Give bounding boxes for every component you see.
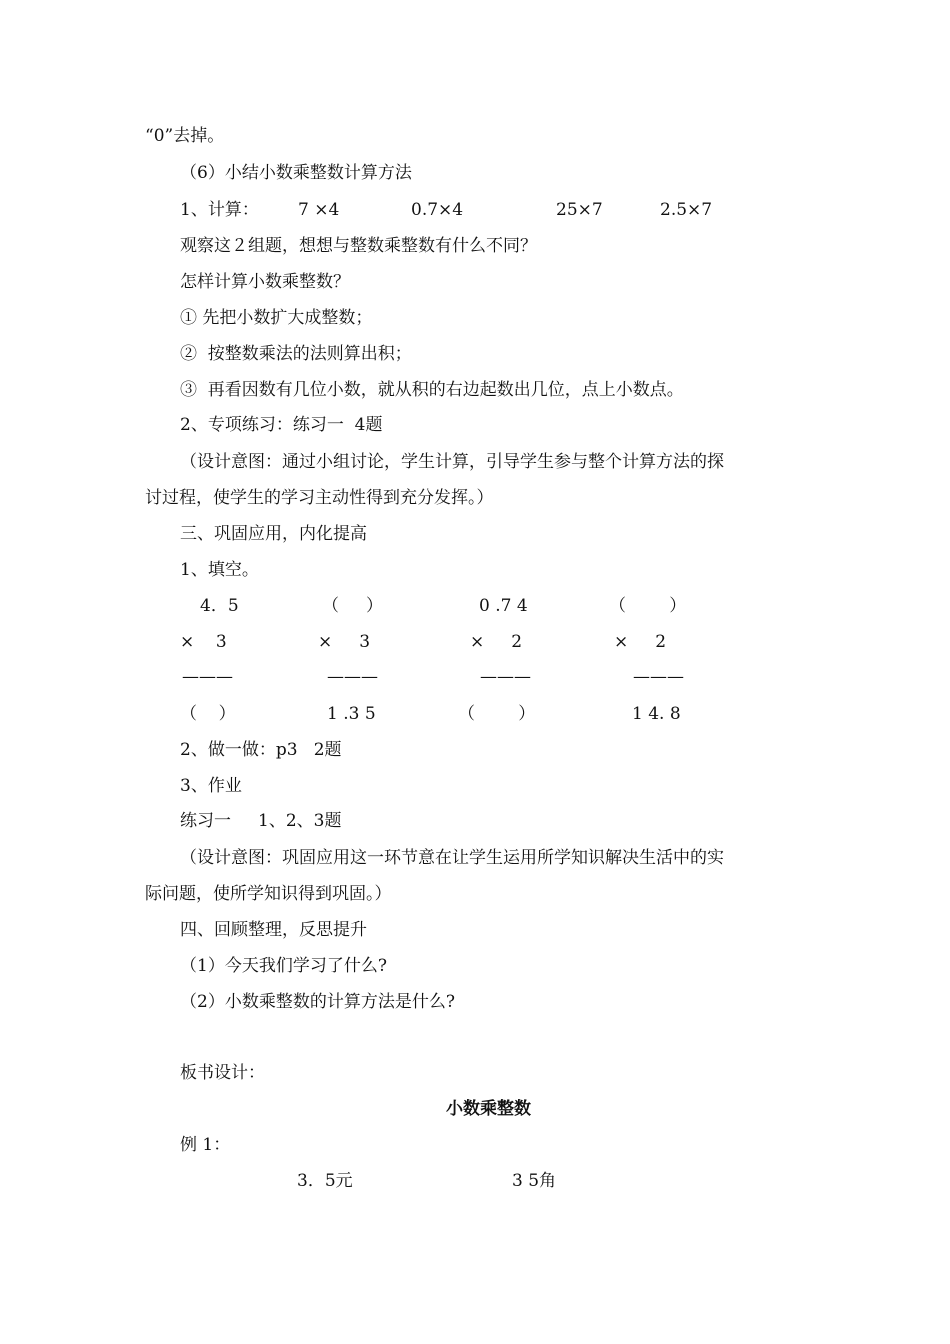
board-title: 小数乘整数 xyxy=(446,1099,531,1119)
section-heading: 三、巩固应用，内化提高 xyxy=(180,524,367,544)
step-item: ① 先把小数扩大成整数； xyxy=(180,308,373,328)
blank-cell: × 2 xyxy=(614,632,667,652)
text-line: 3、作业 xyxy=(180,776,242,796)
design-note: 讨过程，使学生的学习主动性得到充分发挥。） xyxy=(145,488,494,508)
blank-divider: ——— xyxy=(182,667,233,687)
blank-divider: ——— xyxy=(633,667,684,687)
text-line: （2）小数乘整数的计算方法是什么? xyxy=(180,992,455,1012)
calc-item: 0.7×4 xyxy=(411,200,464,220)
blank-cell: （ ） xyxy=(180,704,236,724)
text-line: （1）今天我们学习了什么? xyxy=(180,956,387,976)
text-line: 1、填空。 xyxy=(180,560,259,580)
text-line: 板书设计： xyxy=(180,1063,265,1083)
blank-cell: 1 4. 8 xyxy=(632,704,681,724)
text-line: 2、专项练习：练习一 4题 xyxy=(180,415,383,435)
blank-cell: × 2 xyxy=(470,632,523,652)
blank-cell: 4．5 xyxy=(200,596,239,616)
blank-cell: （ ） xyxy=(458,704,536,724)
blank-divider: ——— xyxy=(327,667,378,687)
blank-cell: × 3 xyxy=(318,632,371,652)
calc-item: 7 ×4 xyxy=(298,200,340,220)
example-value: 3．5元 xyxy=(297,1171,353,1191)
blank-cell: （ ） xyxy=(322,596,384,616)
calc-label: 1、计算： xyxy=(180,200,259,220)
calc-item: 25×7 xyxy=(556,200,603,220)
text-line: 2、做一做：p3 2题 xyxy=(180,740,342,760)
calc-item: 2.5×7 xyxy=(660,200,713,220)
text-line: 例 1： xyxy=(180,1135,231,1155)
section-heading: （6）小结小数乘整数计算方法 xyxy=(180,163,412,183)
blank-cell: （ ） xyxy=(609,596,687,616)
blank-divider: ——— xyxy=(480,667,531,687)
step-item: ② 按整数乘法的法则算出积； xyxy=(180,344,412,364)
text-line: 观察这２组题，想想与整数乘整数有什么不同？ xyxy=(180,236,537,256)
example-value: 3 5角 xyxy=(512,1171,557,1191)
step-item: ③ 再看因数有几位小数，就从积的右边起数出几位，点上小数点。 xyxy=(180,380,684,400)
section-heading: 四、回顾整理，反思提升 xyxy=(180,920,367,940)
blank-cell: × 3 xyxy=(180,632,227,652)
text-line: “0”去掉。 xyxy=(145,126,225,146)
blank-cell: 0 .7 4 xyxy=(479,596,528,616)
text-line: 练习一 1、2、3题 xyxy=(180,811,342,831)
design-note: （设计意图：通过小组讨论，学生计算，引导学生参与整个计算方法的探 xyxy=(180,452,724,472)
blank-cell: 1 .3 5 xyxy=(327,704,376,724)
design-note: 际问题，使所学知识得到巩固。） xyxy=(145,884,392,904)
design-note: （设计意图：巩固应用这一环节意在让学生运用所学知识解决生活中的实 xyxy=(180,848,724,868)
text-line: 怎样计算小数乘整数？ xyxy=(180,272,350,292)
